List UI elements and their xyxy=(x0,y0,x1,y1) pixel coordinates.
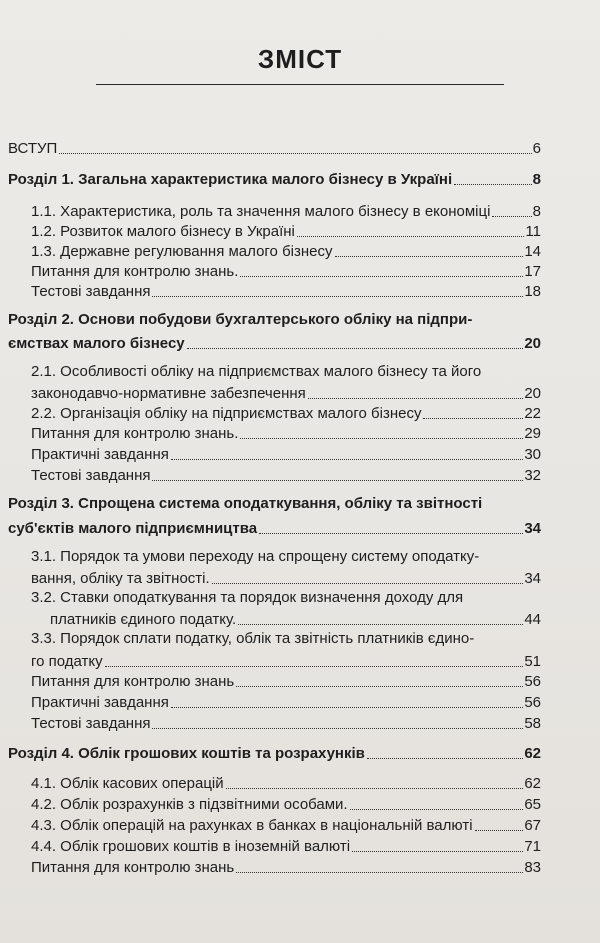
dot-leader xyxy=(308,398,524,399)
entry-title: Питання для контролю знань xyxy=(31,673,235,690)
entry-title: Питання для контролю знань. xyxy=(31,425,239,442)
dot-leader xyxy=(297,236,525,237)
dot-leader xyxy=(475,830,524,831)
dot-leader xyxy=(335,256,524,257)
page-number: 17 xyxy=(524,263,541,280)
toc-entry-3-practice[interactable] xyxy=(31,690,541,712)
dot-leader xyxy=(259,533,523,534)
page-number: 8 xyxy=(532,203,541,220)
title-underline xyxy=(96,84,504,85)
entry-title: Практичні завдання xyxy=(31,694,169,711)
dot-leader xyxy=(171,459,523,460)
toc-entry-4-questions[interactable] xyxy=(31,855,541,877)
toc-entry-3-1[interactable] xyxy=(31,566,541,588)
toc-entry-3-tests[interactable] xyxy=(31,711,541,733)
page-number: 65 xyxy=(524,796,541,813)
entry-title: платників єдиного податку. xyxy=(50,611,237,628)
toc-entry-1-3[interactable] xyxy=(31,239,541,261)
toc-entry-chapter-2[interactable] xyxy=(8,331,541,353)
page-number: 44 xyxy=(524,611,541,628)
entry-title: 2.2. Організація обліку на підприємствах малого бізнесу xyxy=(31,405,422,422)
page-title: ЗМІСТ xyxy=(257,44,343,74)
page-number: 14 xyxy=(524,243,541,260)
entry-title-line1: 3.1. Порядок та умови переходу на спрощену систему оподатку- xyxy=(31,548,480,565)
toc-entry-3-questions[interactable] xyxy=(31,669,541,691)
dot-leader xyxy=(187,348,524,349)
toc-entry-1-2[interactable] xyxy=(31,219,541,241)
page-number: 56 xyxy=(524,694,541,711)
entry-title-line1: Розділ 3. Спрощена система оподаткування, обліку та звітності xyxy=(8,495,483,512)
page-number: 56 xyxy=(524,673,541,690)
entry-title: ВСТУП xyxy=(8,140,58,157)
page-number: 62 xyxy=(524,745,541,762)
dot-leader xyxy=(152,480,523,481)
entry-title: 4.2. Облік розрахунків з підзвітними особами. xyxy=(31,796,348,813)
entry-title: законодавчо-нормативне забезпечення xyxy=(31,385,306,402)
toc-entry-2-tests[interactable] xyxy=(31,463,541,485)
page-number: 30 xyxy=(524,446,541,463)
page-number: 6 xyxy=(532,140,541,157)
entry-title: суб'єктів малого підприємництва xyxy=(8,520,258,537)
entry-title: 4.1. Облік касових операцій xyxy=(31,775,224,792)
entry-title: Розділ 1. Загальна характеристика малого бізнесу в Україні xyxy=(8,171,453,188)
entry-title: Тестові завдання xyxy=(31,715,151,732)
entry-title: вання, обліку та звітності. xyxy=(31,570,210,587)
page-number: 58 xyxy=(524,715,541,732)
toc-entry-2-2[interactable] xyxy=(31,401,541,423)
toc-entry-3-3[interactable] xyxy=(31,649,541,671)
dot-leader xyxy=(236,686,523,687)
dot-leader xyxy=(238,624,523,625)
dot-leader xyxy=(59,153,531,154)
dot-leader xyxy=(367,758,523,759)
entry-title: Питання для контролю знань. xyxy=(31,263,239,280)
page-number: 20 xyxy=(524,335,541,352)
dot-leader xyxy=(454,184,532,185)
entry-title: Тестові завдання xyxy=(31,283,151,300)
page-number: 8 xyxy=(532,171,541,188)
toc-entry-intro[interactable] xyxy=(8,136,541,158)
entry-title: Розділ 4. Облік грошових коштів та розрахунків xyxy=(8,745,365,762)
dot-leader xyxy=(236,872,523,873)
entry-title-line1: 3.2. Ставки оподаткування та порядок визначення доходу для xyxy=(31,589,464,606)
dot-leader xyxy=(423,418,523,419)
dot-leader xyxy=(226,788,524,789)
dot-leader xyxy=(492,216,531,217)
toc-entry-1-questions[interactable] xyxy=(31,259,541,281)
toc-entry-chapter-3[interactable] xyxy=(8,516,541,538)
entry-title-line1: 2.1. Особливості обліку на підприємствах малого бізнесу та його xyxy=(31,363,482,380)
page-number: 29 xyxy=(524,425,541,442)
entry-title: 1.1. Характеристика, роль та значення малого бізнесу в економіці xyxy=(31,203,491,220)
toc-entry-1-tests[interactable] xyxy=(31,279,541,301)
toc-entry-2-questions[interactable] xyxy=(31,421,541,443)
toc-entry-chapter-4[interactable] xyxy=(8,741,541,763)
page-number: 67 xyxy=(524,817,541,834)
toc-entry-2-1[interactable] xyxy=(31,381,541,403)
entry-title: Тестові завдання xyxy=(31,467,151,484)
page-number: 34 xyxy=(524,520,541,537)
page-number: 71 xyxy=(524,838,541,855)
entry-title: Практичні завдання xyxy=(31,446,169,463)
entry-title: 4.3. Облік операцій на рахунках в банках в національній валюті xyxy=(31,817,473,834)
toc-entry-3-2[interactable] xyxy=(50,607,541,629)
entry-title: ємствах малого бізнесу xyxy=(8,335,185,352)
page-number: 20 xyxy=(524,385,541,402)
dot-leader xyxy=(212,583,524,584)
toc-entry-2-practice[interactable] xyxy=(31,442,541,464)
dot-leader xyxy=(105,666,524,667)
toc-entry-4-4[interactable] xyxy=(31,834,541,856)
entry-title: го податку xyxy=(31,653,103,670)
toc-entry-4-1[interactable] xyxy=(31,771,541,793)
page-number: 34 xyxy=(524,570,541,587)
entry-title: 4.4. Облік грошових коштів в іноземній валюті xyxy=(31,838,351,855)
page-number: 83 xyxy=(524,859,541,876)
dot-leader xyxy=(240,276,523,277)
dot-leader xyxy=(240,438,523,439)
dot-leader xyxy=(152,296,523,297)
page-number: 18 xyxy=(524,283,541,300)
dot-leader xyxy=(152,728,523,729)
entry-title: Питання для контролю знань xyxy=(31,859,235,876)
dot-leader xyxy=(352,851,523,852)
toc-entry-1-1[interactable] xyxy=(31,199,541,221)
page-number: 11 xyxy=(525,223,541,240)
dot-leader xyxy=(350,809,524,810)
dot-leader xyxy=(171,707,523,708)
entry-title: 1.2. Розвиток малого бізнесу в Україні xyxy=(31,223,295,240)
toc-entry-chapter-1[interactable] xyxy=(8,167,541,189)
page-number: 32 xyxy=(524,467,541,484)
page-number: 51 xyxy=(524,653,541,670)
toc-entry-4-3[interactable] xyxy=(31,813,541,835)
entry-title-line1: Розділ 2. Основи побудови бухгалтерського обліку на підпри- xyxy=(8,311,473,328)
entry-title: 1.3. Державне регулювання малого бізнесу xyxy=(31,243,333,260)
page-number: 22 xyxy=(524,405,541,422)
entry-title-line1: 3.3. Порядок сплати податку, облік та звітність платників єдино- xyxy=(31,630,475,647)
page-number: 62 xyxy=(524,775,541,792)
toc-entry-4-2[interactable] xyxy=(31,792,541,814)
